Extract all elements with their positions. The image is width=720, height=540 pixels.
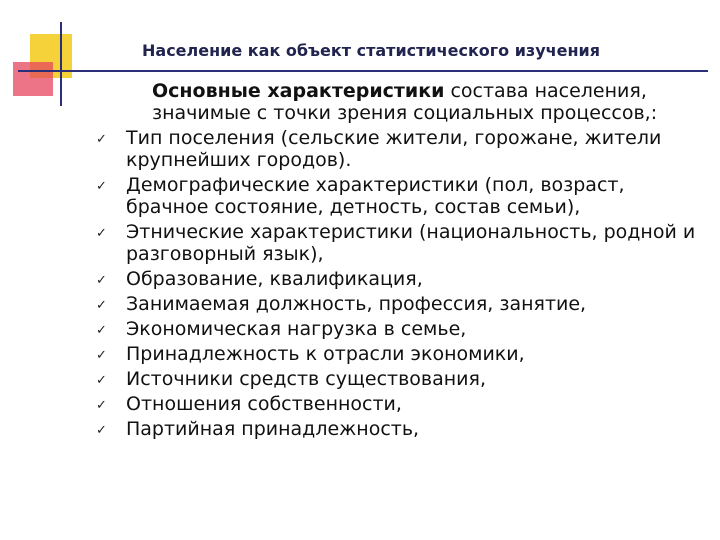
list-item-line2: крупнейших городов).	[126, 149, 352, 171]
decor-vertical-line	[60, 22, 62, 106]
list-item-line1: Экономическая нагрузка в семье,	[126, 318, 467, 340]
list-item-line1: Источники средств существования,	[126, 368, 486, 390]
list-item-line1: Тип поселения (сельские жители, горожане, жители	[126, 127, 662, 149]
list-item	[96, 318, 695, 340]
check-icon: ✓	[96, 132, 107, 147]
check-icon: ✓	[96, 373, 107, 388]
list-item-line2: разговорный язык),	[126, 243, 324, 265]
check-icon: ✓	[96, 298, 107, 313]
check-icon: ✓	[96, 179, 107, 194]
list-item-line1: Отношения собственности,	[126, 393, 402, 415]
list-item	[96, 293, 695, 315]
list-item-line2: брачное состояние, детность, состав семьи),	[126, 196, 581, 218]
decor-red-square	[13, 62, 53, 96]
list-item	[96, 343, 695, 365]
list-item	[96, 393, 695, 415]
list-item-line1: Занимаемая должность, профессия, занятие,	[126, 293, 587, 315]
decor-horizontal-line	[18, 70, 708, 72]
intro-text	[152, 80, 657, 124]
check-icon: ✓	[96, 398, 107, 413]
list-item	[96, 221, 695, 265]
list-item-line1: Принадлежность к отрасли экономики,	[126, 343, 525, 365]
list-item	[96, 127, 695, 171]
characteristics-list	[96, 127, 695, 443]
slide-title: Население как объект статистического изучения	[142, 41, 601, 60]
list-item	[96, 174, 695, 218]
check-icon: ✓	[96, 273, 107, 288]
intro-bold: Основные характеристики	[152, 80, 445, 102]
check-icon: ✓	[96, 348, 107, 363]
intro-rest: состава населения,	[444, 80, 647, 102]
list-item-line1: Образование, квалификация,	[126, 268, 423, 290]
check-icon: ✓	[96, 323, 107, 338]
check-icon: ✓	[96, 226, 107, 241]
intro-line2: значимые с точки зрения социальных процессов,:	[152, 102, 658, 124]
list-item	[96, 368, 695, 390]
list-item	[96, 268, 695, 290]
list-item-line1: Демографические характеристики (пол, возраст,	[126, 174, 625, 196]
check-icon: ✓	[96, 423, 107, 438]
list-item	[96, 418, 695, 440]
list-item-line1: Этнические характеристики (национальность, родной и	[126, 221, 696, 243]
list-item-line1: Партийная принадлежность,	[126, 418, 420, 440]
